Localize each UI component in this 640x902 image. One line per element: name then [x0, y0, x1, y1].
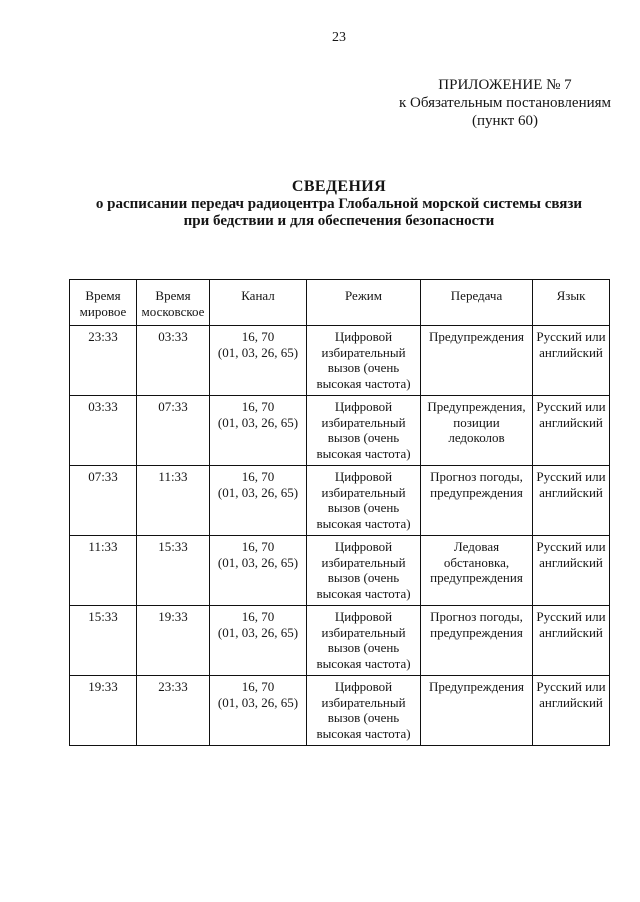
cell-line: английский — [539, 484, 603, 500]
cell-line: 11:33 — [88, 539, 118, 554]
cell-line: высокая частота) — [316, 445, 411, 461]
cell-time-utc — [70, 536, 137, 606]
cell-line: высокая частота) — [316, 585, 411, 601]
cell-line: высокая частота) — [316, 725, 411, 741]
cell-channel — [210, 676, 307, 746]
cell-line: (01, 03, 26, 65) — [217, 484, 299, 500]
table-row — [70, 676, 610, 746]
cell-line: вызов (очень — [327, 430, 400, 445]
document-subtitle-line: при бедствии и для обеспечения безопасности — [183, 213, 495, 229]
cell-line: 19:33 — [158, 609, 188, 624]
column-header-line: Язык — [556, 288, 586, 303]
cell-line: избирательный — [321, 344, 406, 360]
cell-line: вызов (очень — [327, 640, 400, 655]
cell-line: английский — [539, 554, 603, 570]
column-header — [307, 280, 421, 326]
cell-mode — [307, 326, 421, 396]
table-header — [70, 280, 610, 326]
cell-line: (01, 03, 26, 65) — [217, 694, 299, 710]
cell-line: 16, 70 — [241, 469, 275, 484]
document-heading — [69, 177, 609, 230]
cell-line: 19:33 — [88, 679, 118, 694]
cell-mode — [307, 606, 421, 676]
cell-line: предупреждения — [430, 624, 523, 640]
cell-line: английский — [539, 414, 603, 430]
cell-line: избирательный — [321, 484, 406, 500]
cell-line: Цифровой — [334, 329, 393, 344]
cell-line: Прогноз погоды, — [430, 469, 523, 484]
cell-language — [533, 676, 610, 746]
cell-time-utc — [70, 326, 137, 396]
cell-line: избирательный — [321, 554, 406, 570]
cell-line: 03:33 — [158, 329, 188, 344]
cell-transmission — [421, 466, 533, 536]
cell-line: вызов (очень — [327, 570, 400, 585]
cell-transmission — [421, 536, 533, 606]
cell-line: Русский или — [536, 329, 606, 344]
cell-line: 11:33 — [158, 469, 188, 484]
cell-line: 16, 70 — [241, 329, 275, 344]
cell-channel — [210, 396, 307, 466]
column-header-line: Время — [85, 288, 121, 303]
appendix-clause: (пункт 60) — [472, 113, 538, 129]
column-header — [210, 280, 307, 326]
cell-line: английский — [539, 694, 603, 710]
cell-line: ледоколов — [448, 430, 505, 445]
cell-time-utc — [70, 606, 137, 676]
cell-transmission — [421, 396, 533, 466]
cell-mode — [307, 536, 421, 606]
cell-line: (01, 03, 26, 65) — [217, 344, 299, 360]
cell-line: предупреждения — [430, 570, 523, 585]
column-header-line: мировое — [79, 303, 127, 319]
cell-mode — [307, 676, 421, 746]
cell-line: Цифровой — [334, 539, 393, 554]
appendix-block — [395, 76, 615, 130]
cell-line: Цифровой — [334, 679, 393, 694]
column-header-line: Передача — [450, 288, 503, 303]
cell-line: (01, 03, 26, 65) — [217, 554, 299, 570]
cell-transmission — [421, 326, 533, 396]
cell-line: Прогноз погоды, — [430, 609, 523, 624]
cell-line: английский — [539, 344, 603, 360]
cell-channel — [210, 606, 307, 676]
cell-channel — [210, 326, 307, 396]
cell-line: 16, 70 — [241, 679, 275, 694]
cell-line: 07:33 — [88, 469, 118, 484]
cell-line: Русский или — [536, 469, 606, 484]
schedule-table — [69, 279, 610, 746]
cell-line: 15:33 — [158, 539, 188, 554]
cell-time-moscow — [137, 466, 210, 536]
cell-line: вызов (очень — [327, 710, 400, 725]
column-header — [421, 280, 533, 326]
cell-line: Предупреждения — [428, 329, 525, 344]
cell-line: избирательный — [321, 694, 406, 710]
cell-language — [533, 396, 610, 466]
cell-line: 23:33 — [88, 329, 118, 344]
cell-line: (01, 03, 26, 65) — [217, 624, 299, 640]
cell-line: высокая частота) — [316, 515, 411, 531]
cell-line: английский — [539, 624, 603, 640]
cell-line: 07:33 — [158, 399, 188, 414]
cell-line: Цифровой — [334, 399, 393, 414]
cell-time-moscow — [137, 396, 210, 466]
cell-channel — [210, 536, 307, 606]
cell-line: Русский или — [536, 539, 606, 554]
cell-language — [533, 326, 610, 396]
table-row — [70, 326, 610, 396]
document-subtitle-line: о расписании передач радиоцентра Глобальной морской системы связи — [95, 196, 583, 212]
cell-line: (01, 03, 26, 65) — [217, 414, 299, 430]
cell-line: обстановка, — [443, 554, 510, 570]
cell-line: Цифровой — [334, 469, 393, 484]
column-header-line: Время — [155, 288, 191, 303]
column-header — [70, 280, 137, 326]
cell-time-utc — [70, 396, 137, 466]
cell-transmission — [421, 676, 533, 746]
cell-channel — [210, 466, 307, 536]
cell-mode — [307, 396, 421, 466]
cell-line: 15:33 — [88, 609, 118, 624]
cell-line: Русский или — [536, 679, 606, 694]
column-header — [137, 280, 210, 326]
cell-time-utc — [70, 466, 137, 536]
cell-line: высокая частота) — [316, 655, 411, 671]
cell-line: позиции — [453, 414, 500, 430]
table-header-row — [70, 280, 610, 326]
cell-line: 03:33 — [88, 399, 118, 414]
cell-line: вызов (очень — [327, 360, 400, 375]
cell-line: 23:33 — [158, 679, 188, 694]
cell-transmission — [421, 606, 533, 676]
cell-line: Предупреждения — [428, 679, 525, 694]
cell-line: Ледовая — [453, 539, 500, 554]
cell-line: 16, 70 — [241, 609, 275, 624]
cell-language — [533, 536, 610, 606]
cell-line: Русский или — [536, 609, 606, 624]
cell-line: Предупреждения, — [427, 399, 526, 414]
table-row — [70, 396, 610, 466]
table-body — [70, 326, 610, 746]
cell-mode — [307, 466, 421, 536]
cell-line: избирательный — [321, 414, 406, 430]
appendix-reference: к Обязательным постановлениям — [398, 95, 612, 111]
cell-line: высокая частота) — [316, 375, 411, 391]
cell-time-utc — [70, 676, 137, 746]
cell-language — [533, 466, 610, 536]
appendix-label: ПРИЛОЖЕНИЕ № 7 — [438, 77, 572, 93]
cell-line: 16, 70 — [241, 399, 275, 414]
cell-line: 16, 70 — [241, 539, 275, 554]
cell-time-moscow — [137, 326, 210, 396]
table-row — [70, 606, 610, 676]
cell-line: вызов (очень — [327, 500, 400, 515]
page-number: 23 — [332, 30, 346, 45]
column-header-line: Канал — [241, 288, 275, 303]
cell-time-moscow — [137, 676, 210, 746]
column-header — [533, 280, 610, 326]
cell-line: предупреждения — [430, 484, 523, 500]
cell-time-moscow — [137, 536, 210, 606]
cell-time-moscow — [137, 606, 210, 676]
document-title: СВЕДЕНИЯ — [291, 178, 387, 195]
column-header-line: Режим — [345, 288, 382, 303]
cell-line: избирательный — [321, 624, 406, 640]
table-row — [70, 536, 610, 606]
cell-line: Русский или — [536, 399, 606, 414]
cell-language — [533, 606, 610, 676]
table-row — [70, 466, 610, 536]
cell-line: Цифровой — [334, 609, 393, 624]
column-header-line: московское — [141, 303, 205, 319]
